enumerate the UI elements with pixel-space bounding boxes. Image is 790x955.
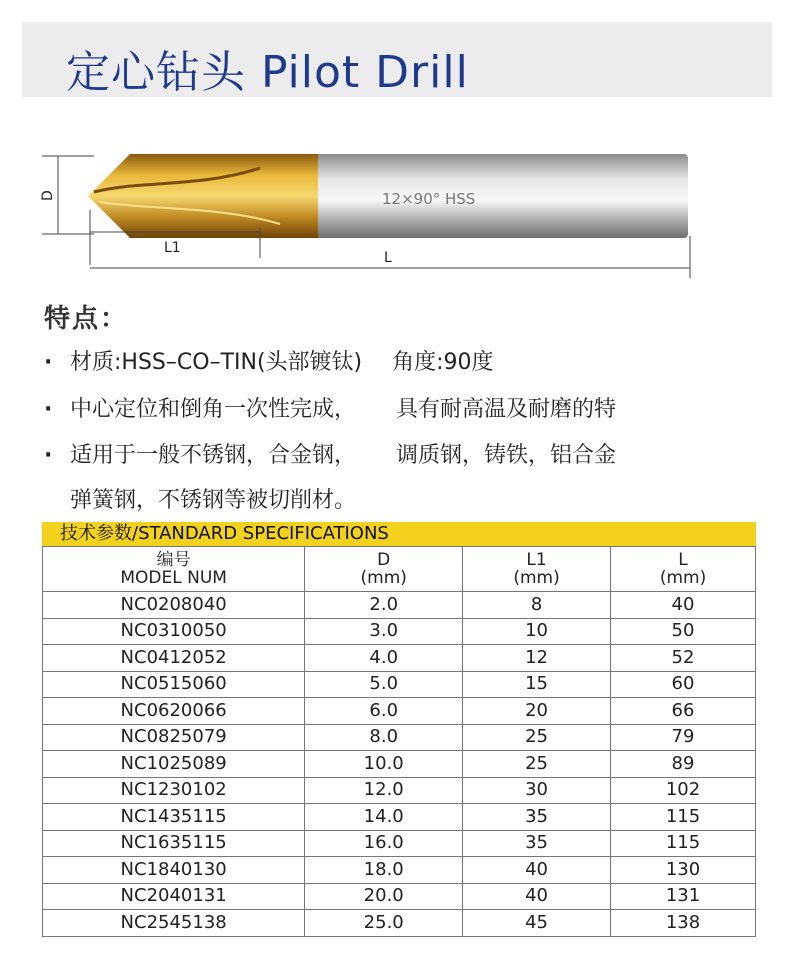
drill-tip	[88, 154, 318, 238]
feature-line-1	[44, 345, 494, 376]
table-row	[43, 645, 756, 672]
cell-l1: 12	[463, 645, 611, 672]
features-heading: 特点：	[44, 304, 129, 334]
bullet: ·	[44, 443, 53, 468]
feature-material: 材质:HSS–CO–TIN(头部镀钛)	[70, 350, 363, 375]
feature-line-4: 弹簧钢，不锈钢等被切削材。	[70, 488, 357, 513]
spec-table	[42, 546, 756, 937]
table-row	[43, 751, 756, 778]
cell-l1: 20	[463, 698, 611, 725]
cell-d: 25.0	[305, 910, 463, 937]
cell-l1: 25	[463, 751, 611, 778]
cell-model: NC0208040	[43, 592, 305, 619]
table-row	[43, 698, 756, 725]
cell-d: 8.0	[305, 724, 463, 751]
cell-l1: 8	[463, 592, 611, 619]
cell-d: 5.0	[305, 671, 463, 698]
cell-l1: 35	[463, 830, 611, 857]
cell-l: 60	[611, 671, 756, 698]
cell-model: NC1435115	[43, 804, 305, 831]
cell-l1: 40	[463, 857, 611, 884]
cell-model: NC0515060	[43, 671, 305, 698]
bullet: ·	[44, 397, 53, 422]
cell-l: 40	[611, 592, 756, 619]
cell-l1: 40	[463, 883, 611, 910]
cell-model: NC1840130	[43, 857, 305, 884]
cell-model: NC0620066	[43, 698, 305, 725]
table-row	[43, 618, 756, 645]
cell-l: 66	[611, 698, 756, 725]
cell-model: NC0412052	[43, 645, 305, 672]
table-row	[43, 883, 756, 910]
table-row	[43, 671, 756, 698]
cell-l: 89	[611, 751, 756, 778]
cell-d: 12.0	[305, 777, 463, 804]
cell-d: 3.0	[305, 618, 463, 645]
cell-d: 20.0	[305, 883, 463, 910]
drill-shank	[312, 154, 688, 238]
cell-l: 50	[611, 618, 756, 645]
cell-d: 10.0	[305, 751, 463, 778]
cell-d: 4.0	[305, 645, 463, 672]
header-model: 编号 MODEL NUM	[43, 547, 305, 592]
drill-diagram	[30, 140, 710, 290]
feature-materials-cont: 调质钢，铸铁，铝合金	[396, 443, 617, 468]
cell-l: 115	[611, 804, 756, 831]
cell-l: 115	[611, 830, 756, 857]
bullet: ·	[44, 350, 53, 375]
table-row	[43, 804, 756, 831]
feature-line-2	[44, 392, 616, 423]
table-row	[43, 724, 756, 751]
cell-l1: 35	[463, 804, 611, 831]
cell-l: 131	[611, 883, 756, 910]
cell-model: NC1230102	[43, 777, 305, 804]
cell-l1: 25	[463, 724, 611, 751]
cell-d: 2.0	[305, 592, 463, 619]
cell-d: 6.0	[305, 698, 463, 725]
cell-l1: 15	[463, 671, 611, 698]
cell-d: 18.0	[305, 857, 463, 884]
shank-marking: 12×90° HSS	[382, 190, 476, 208]
header-l1: L1 (mm)	[463, 547, 611, 592]
table-row	[43, 910, 756, 937]
feature-heat-resistance: 具有耐高温及耐磨的特	[396, 397, 617, 422]
feature-materials: 适用于一般不锈钢，合金钢，	[70, 443, 357, 468]
cell-model: NC0310050	[43, 618, 305, 645]
cell-l1: 10	[463, 618, 611, 645]
cell-d: 16.0	[305, 830, 463, 857]
header-d: D (mm)	[305, 547, 463, 592]
spec-table-title: 技术参数/STANDARD SPECIFICATIONS	[42, 522, 756, 546]
table-row	[43, 857, 756, 884]
cell-l1: 30	[463, 777, 611, 804]
cell-model: NC0825079	[43, 724, 305, 751]
table-row	[43, 777, 756, 804]
table-header-row	[43, 547, 756, 592]
cell-l: 102	[611, 777, 756, 804]
cell-l: 130	[611, 857, 756, 884]
feature-angle: 角度:90度	[392, 350, 494, 375]
label-l: L	[384, 250, 392, 266]
feature-centering: 中心定位和倒角一次性完成，	[70, 397, 357, 422]
label-d: D	[40, 190, 56, 201]
cell-model: NC2040131	[43, 883, 305, 910]
page-title: 定心钻头 Pilot Drill	[66, 47, 469, 98]
cell-l: 79	[611, 724, 756, 751]
feature-line-3	[44, 438, 616, 469]
cell-model: NC2545138	[43, 910, 305, 937]
cell-model: NC1635115	[43, 830, 305, 857]
table-row	[43, 592, 756, 619]
header-l: L (mm)	[611, 547, 756, 592]
table-row	[43, 830, 756, 857]
cell-l: 52	[611, 645, 756, 672]
spec-table-section	[42, 522, 756, 937]
label-l1: L1	[164, 240, 181, 256]
cell-d: 14.0	[305, 804, 463, 831]
cell-model: NC1025089	[43, 751, 305, 778]
title-band	[22, 22, 772, 97]
cell-l1: 45	[463, 910, 611, 937]
cell-l: 138	[611, 910, 756, 937]
